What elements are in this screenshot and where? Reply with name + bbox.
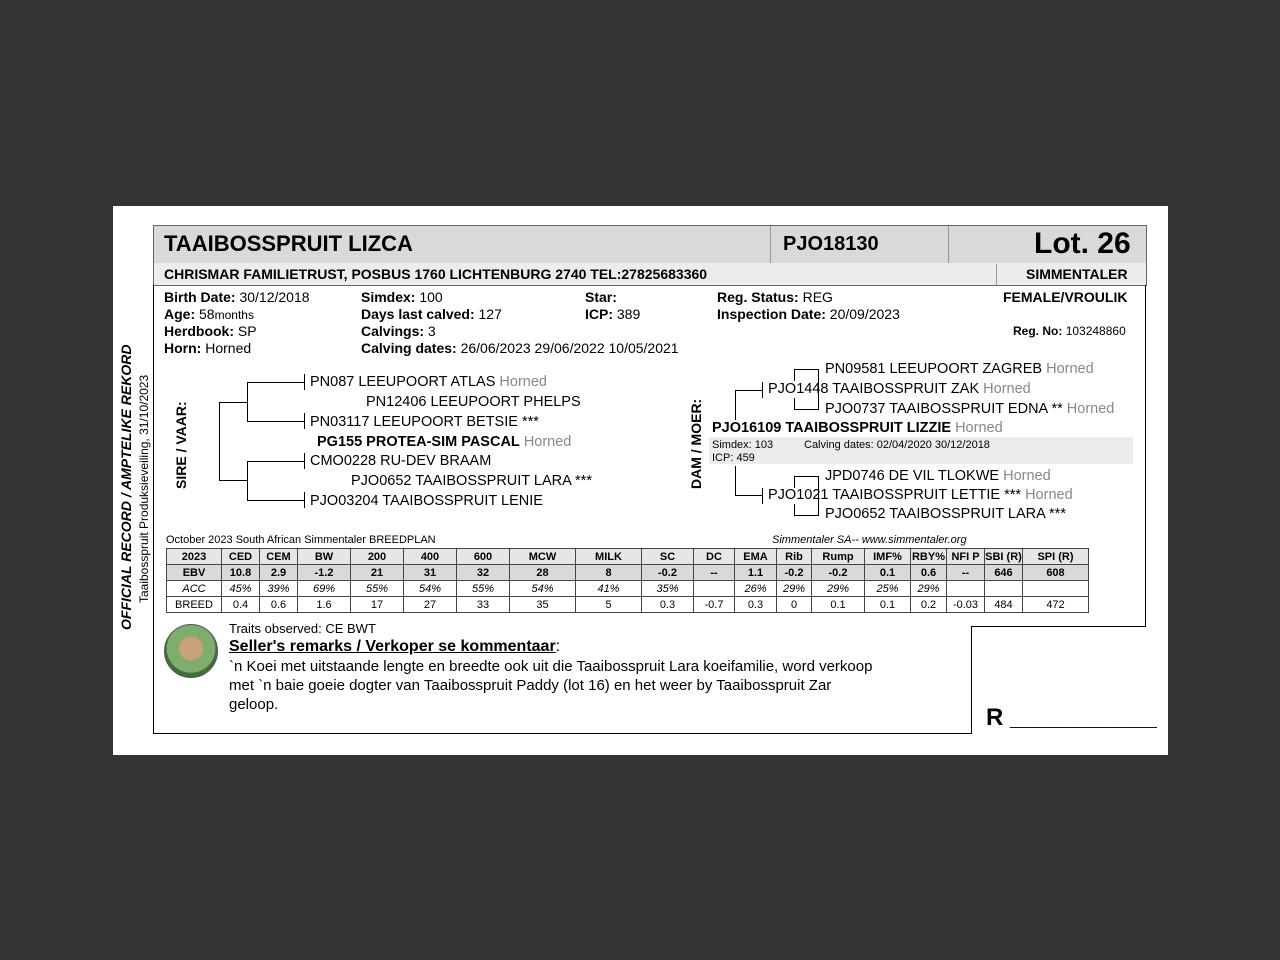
breedplan-cell: 0.6 (260, 597, 298, 613)
breedplan-cell: -0.2 (812, 565, 865, 581)
breedplan-cell: CED (222, 549, 260, 565)
price-field[interactable]: R ___________ (986, 704, 1157, 731)
remarks-line-3: geloop. (229, 696, 279, 713)
breedplan-cell: 472 (1023, 597, 1089, 613)
breedplan-cell (1023, 581, 1089, 597)
breedplan-cell: CEM (260, 549, 298, 565)
sire-dam-dam-dam: PJO03204 TAAIBOSSPRUIT LENIE (310, 493, 543, 509)
days-last-calved: Days last calved: 127 (361, 306, 502, 322)
sire-sire-dam: PN03117 LEEUPOORT BETSIE *** (310, 414, 539, 430)
horn: Horn: Horned (164, 340, 252, 356)
breedplan-cell: SPI (R) (1023, 549, 1089, 565)
breedplan-cell: NFI P (947, 549, 985, 565)
breedplan-cell: 0.1 (865, 597, 911, 613)
breedplan-cell: -0.2 (777, 565, 812, 581)
breedplan-table (166, 548, 1089, 613)
breedplan-cell: 32 (457, 565, 510, 581)
dam-name: PJO16109 TAAIBOSSPRUIT LIZZIE Horned (712, 420, 1003, 436)
breedplan-cell: 1.1 (735, 565, 777, 581)
breedplan-cell: 646 (985, 565, 1023, 581)
breedplan-cell: 27 (404, 597, 457, 613)
owner: CHRISMAR FAMILIETRUST, POSBUS 1760 LICHTENBURG 2740 TEL:27825683360 (164, 266, 708, 282)
breedplan-cell: -0.7 (694, 597, 735, 613)
breedplan-cell (947, 581, 985, 597)
breedplan-title: October 2023 South African Simmentaler BREEDPLAN (166, 534, 436, 546)
breedplan-cell: SC (642, 549, 694, 565)
animal-name: TAAIBOSSPRUIT LIZCA (164, 231, 413, 256)
simmentaler-logo (164, 624, 218, 678)
breedplan-cell: 31 (404, 565, 457, 581)
simdex: Simdex: 100 (361, 289, 443, 305)
breedplan-cell: 28 (510, 565, 576, 581)
breedplan-breed-row (167, 597, 1089, 613)
breedplan-cell: 0.3 (735, 597, 777, 613)
sex: FEMALE/VROULIK (1003, 289, 1128, 305)
dam-dam-sire: JPD0746 DE VIL TLOKWE Horned (825, 468, 1051, 484)
breedplan-cell: -0.2 (642, 565, 694, 581)
calving-dates: Calving dates: 26/06/2023 29/06/2022 10/05/2021 (361, 340, 679, 356)
breedplan-cell: 39% (260, 581, 298, 597)
sire-name: PG155 PROTEA-SIM PASCAL Horned (317, 434, 572, 450)
breedplan-cell: 29% (911, 581, 947, 597)
breedplan-cell: IMF% (865, 549, 911, 565)
birth-date: Birth Date: 30/12/2018 (164, 289, 310, 305)
breedplan-cell: 33 (457, 597, 510, 613)
icp: ICP: 389 (585, 306, 641, 322)
breedplan-cell: 0.3 (642, 597, 694, 613)
breedplan-cell (694, 581, 735, 597)
breedplan-acc-row (167, 581, 1089, 597)
breedplan-cell: 69% (298, 581, 351, 597)
sire-label: SIRE / VAAR: (173, 401, 189, 489)
dam-sire: PJO1448 TAAIBOSSPRUIT ZAK Horned (768, 381, 1031, 397)
sire-sire-sire: PN12406 LEEUPOORT PHELPS (366, 394, 581, 410)
breedplan-cell: 600 (457, 549, 510, 565)
breedplan-cell: 54% (404, 581, 457, 597)
star: Star: (585, 289, 617, 305)
breedplan-cell: 55% (351, 581, 404, 597)
breedplan-cell: 25% (865, 581, 911, 597)
dam-calving-dates: Calving dates: 02/04/2020 30/12/2018 (804, 439, 990, 451)
breedplan-cell: 0 (777, 597, 812, 613)
dam-dam: PJO1021 TAAIBOSSPRUIT LETTIE *** Horned (768, 487, 1073, 503)
breedplan-cell: 29% (777, 581, 812, 597)
breedplan-cell: -1.2 (298, 565, 351, 581)
breedplan-cell: 10.8 (222, 565, 260, 581)
breed: SIMMENTALER (1026, 266, 1128, 282)
breedplan-cell: 0.4 (222, 597, 260, 613)
breedplan-cell: 35% (642, 581, 694, 597)
breedplan-cell: 484 (985, 597, 1023, 613)
breedplan-cell: 2023 (167, 549, 222, 565)
dam-simdex: Simdex: 103 (712, 439, 774, 451)
breedplan-cell: 608 (1023, 565, 1089, 581)
inspection-date: Inspection Date: 20/09/2023 (717, 306, 900, 322)
sire-dam-dam: PJO0652 TAAIBOSSPRUIT LARA *** (351, 473, 592, 489)
reg-status: Reg. Status: REG (717, 289, 833, 305)
remarks-line-1: `n Koei met uitstaande lengte en breedte ook uit die Taaibosspruit Lara koeifamilie, word verkoop (229, 658, 873, 675)
dam-icp: ICP: 459 (712, 452, 755, 464)
herdbook: Herdbook: SP (164, 323, 257, 339)
breedplan-cell: EMA (735, 549, 777, 565)
breedplan-cell: 5 (576, 597, 642, 613)
breedplan-cell: MCW (510, 549, 576, 565)
calvings: Calvings: 3 (361, 323, 436, 339)
breedplan-ebv-row (167, 565, 1089, 581)
breedplan-cell: 21 (351, 565, 404, 581)
breedplan-cell: 0.6 (911, 565, 947, 581)
breedplan-cell: 0.1 (812, 597, 865, 613)
breedplan-cell: 1.6 (298, 597, 351, 613)
breedplan-cell: 8 (576, 565, 642, 581)
breedplan-cell: 0.1 (865, 565, 911, 581)
dam-sire-sire: PN09581 LEEUPOORT ZAGREB Horned (825, 361, 1094, 377)
dam-label: DAM / MOER: (688, 398, 704, 489)
breedplan-cell: 45% (222, 581, 260, 597)
breedplan-cell: Rump (812, 549, 865, 565)
dam-dam-dam: PJO0652 TAAIBOSSPRUIT LARA *** (825, 506, 1066, 522)
breedplan-cell: SBI (R) (985, 550, 1022, 563)
breedplan-cell: 55% (457, 581, 510, 597)
breedplan-cell: 26% (735, 581, 777, 597)
lot-number: Lot. 26 (1034, 227, 1131, 260)
breedplan-cell: BREED (167, 597, 222, 613)
breedplan-cell: RBY% (911, 550, 945, 563)
breedplan-header-row (167, 549, 1089, 565)
dam-sire-dam: PJO0737 TAAIBOSSPRUIT EDNA ** Horned (825, 401, 1115, 417)
breedplan-cell (985, 581, 1023, 597)
remarks-title: Seller's remarks / Verkoper se kommentaar: (229, 638, 561, 655)
breedplan-cell: Rib (777, 549, 812, 565)
breedplan-cell: MILK (576, 549, 642, 565)
breedplan-cell: -- (947, 565, 985, 581)
breedplan-site: Simmentaler SA-- www.simmentaler.org (772, 534, 967, 546)
breedplan-cell: 2.9 (260, 565, 298, 581)
breedplan-cell: 200 (351, 549, 404, 565)
official-record-label: OFFICIAL RECORD / AMPTELIKE REKORD (118, 344, 134, 630)
breedplan-cell: 54% (510, 581, 576, 597)
breedplan-cell: 17 (351, 597, 404, 613)
sire-dam: CMO0228 RU-DEV BRAAM (310, 453, 492, 469)
breedplan-cell: 29% (812, 581, 865, 597)
breedplan-cell: BW (298, 549, 351, 565)
remarks-line-2: met `n baie goeie dogter van Taaibosspruit Paddy (lot 16) en het weer by Taaibosspruit Zar (229, 677, 832, 694)
sale-label: Taaibosspruit Produksieveiling, 31/10/2023 (137, 374, 151, 603)
traits-observed: Traits observed: CE BWT (229, 621, 376, 636)
breedplan-cell: -- (694, 565, 735, 581)
breedplan-cell: 35 (510, 597, 576, 613)
breedplan-cell: 0.2 (911, 597, 947, 613)
age: Age: 58months (164, 306, 254, 322)
breedplan-cell: EBV (167, 565, 222, 581)
reg-no: Reg. No: 103248860 (1013, 324, 1126, 338)
breedplan-cell: ACC (167, 581, 222, 597)
breedplan-cell: -0.03 (947, 597, 985, 613)
breedplan-cell: 400 (404, 549, 457, 565)
breedplan-cell: 41% (576, 581, 642, 597)
animal-id: PJO18130 (783, 233, 879, 255)
sire-sire: PN087 LEEUPOORT ATLAS Horned (310, 374, 547, 390)
breedplan-cell: DC (694, 549, 735, 565)
